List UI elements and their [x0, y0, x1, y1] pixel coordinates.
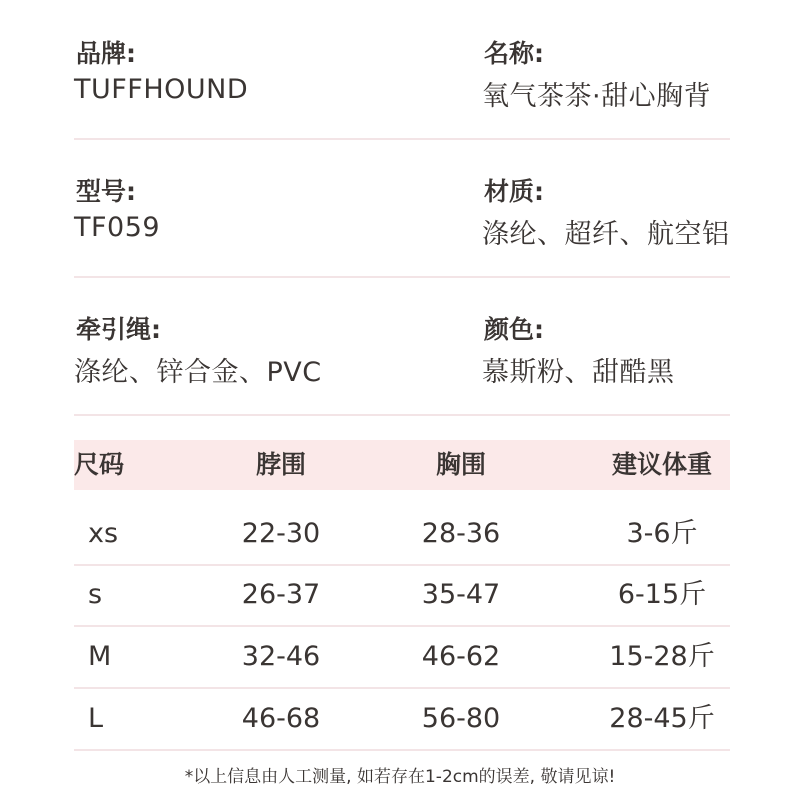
- weight-cell: 3-6斤: [626, 518, 698, 549]
- header-chest: 胸围: [435, 450, 486, 479]
- neck-cell: 46-68: [241, 703, 321, 734]
- neck-cell: 22-30: [241, 518, 321, 549]
- table-row: [74, 626, 730, 689]
- chest-cell: 56-80: [421, 703, 501, 734]
- table-row: [74, 564, 730, 627]
- leash-value: 涤纶、锌合金、PVC: [74, 357, 322, 388]
- material-label: 材质:: [484, 177, 544, 206]
- size-cell: L: [88, 703, 104, 734]
- model-label: 型号:: [76, 177, 136, 206]
- chest-cell: 46-62: [421, 641, 501, 672]
- color-value: 慕斯粉、甜酷黑: [482, 357, 675, 388]
- neck-cell: 26-37: [241, 579, 321, 610]
- name-label: 名称:: [484, 39, 544, 68]
- weight-cell: 28-45斤: [609, 703, 715, 734]
- model-value: TF059: [74, 212, 161, 243]
- weight-cell: 6-15斤: [617, 579, 707, 610]
- spec-row-model-material: [74, 138, 730, 278]
- header-size: 尺码: [74, 450, 125, 479]
- measurement-footnote: *以上信息由人工测量, 如若存在1-2cm的误差, 敬请见谅!: [184, 767, 616, 787]
- name-value: 氧气茶茶·甜心胸背: [482, 81, 712, 112]
- weight-cell: 15-28斤: [609, 641, 715, 672]
- color-label: 颜色:: [484, 315, 544, 344]
- spec-row-leash-color: [74, 276, 730, 416]
- size-cell: M: [88, 641, 112, 672]
- material-value: 涤纶、超纤、航空铝: [482, 219, 730, 250]
- header-neck: 脖围: [255, 450, 306, 479]
- size-table-header: [74, 440, 730, 490]
- chest-cell: 35-47: [421, 579, 501, 610]
- header-weight: 建议体重: [611, 450, 712, 479]
- table-row: [74, 688, 730, 751]
- size-cell: s: [88, 579, 103, 610]
- neck-cell: 32-46: [241, 641, 321, 672]
- brand-label: 品牌:: [76, 39, 136, 68]
- brand-value: TUFFHOUND: [74, 74, 249, 105]
- spec-row-brand-name: [74, 0, 730, 140]
- chest-cell: 28-36: [421, 518, 501, 549]
- table-row: [74, 503, 730, 566]
- leash-label: 牵引绳:: [76, 315, 161, 344]
- size-cell: xs: [88, 518, 119, 549]
